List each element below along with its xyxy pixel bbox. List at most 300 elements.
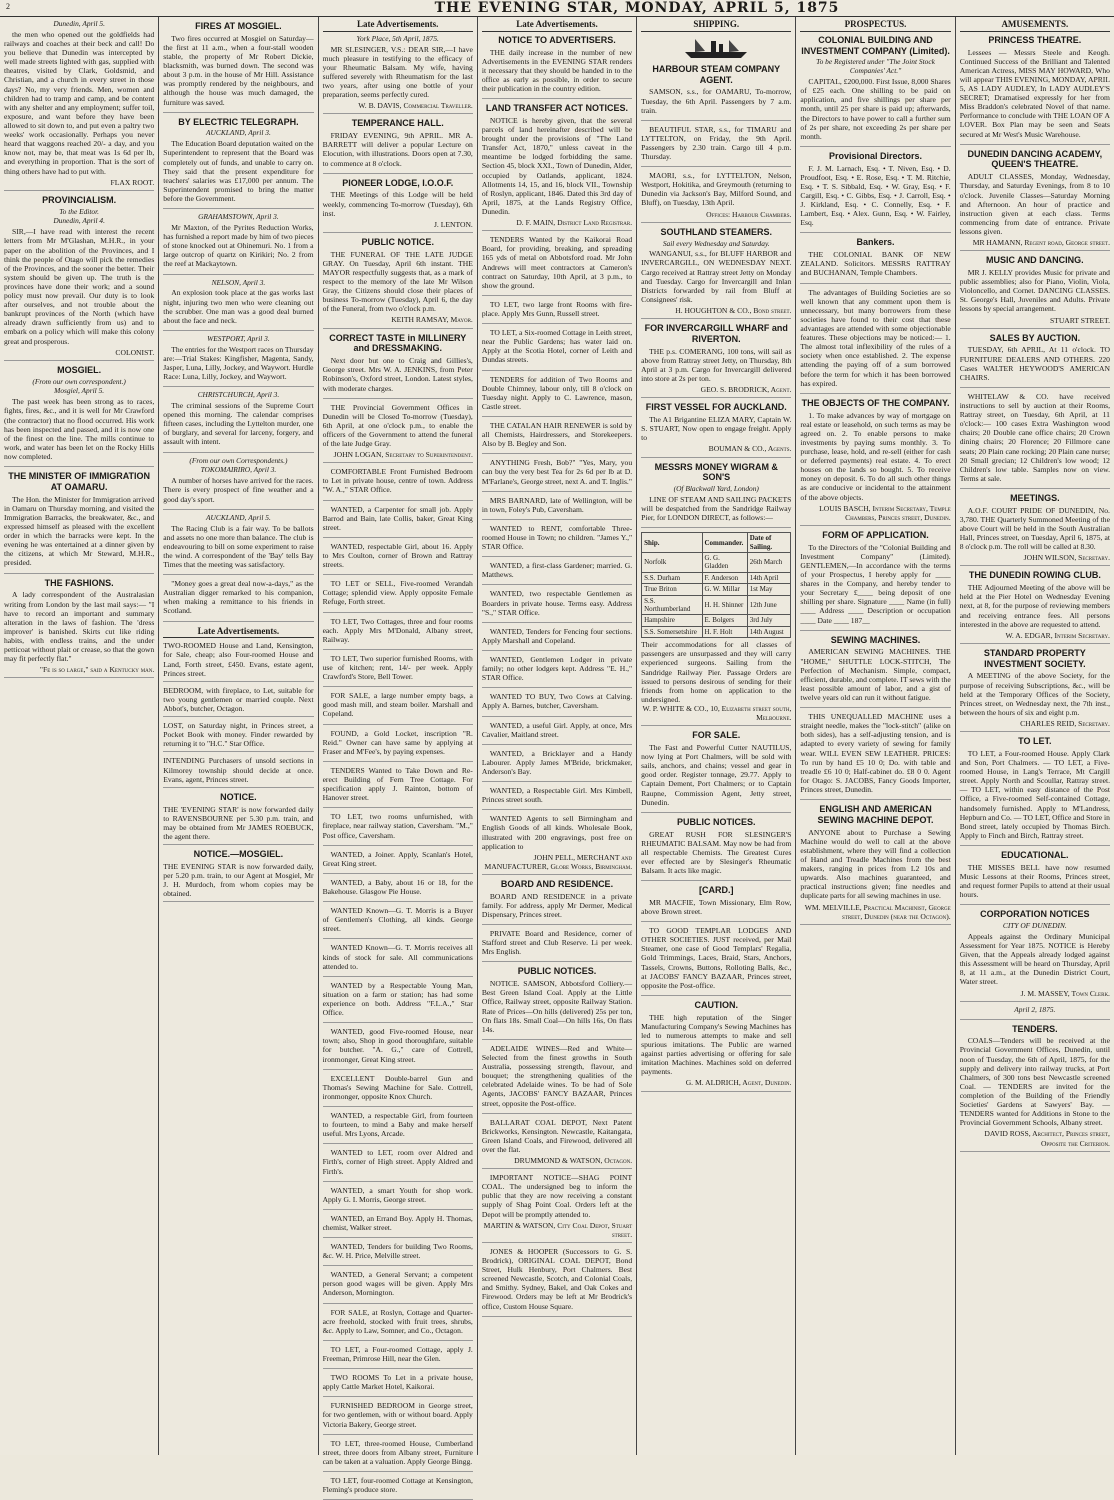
article-text: JONES & HOOPER (Successors to G. S. Brodrick), ORIGINAL COAL DEPOT, Bond Street, Hulk Henbury, Port Chalmers. Best screened Newcastle, Scotch, and Colonial Coals, and Smithy. Sydney, Bakel, and Oak Cokes and Firewood. Orders may be left at Mr Brodrick's office, Custom House Square. [481,1246,633,1311]
article [323,766,473,808]
article [323,1401,473,1434]
article-body [960,749,1110,840]
article [800,151,950,234]
signature: J. M. MASSEY, Town Clerk. [1020,988,1110,998]
article [482,692,632,716]
article-text: MRS BARNARD, late of Wellington, will be in town, Foley's Pub, Caversham. [481,495,633,514]
article-text: AMERICAN SEWING MACHINES. THE "HOME," SHUTTLE LOCK-STITCH, The Perfection of Mechanism. Simple, compact, efficient, durable, and complete. IT sews with the least possible amount of labor, and a gist of twelve years old can run it without fatigue. [800,647,951,703]
article [800,712,950,800]
article [482,235,632,296]
article-text: WANTED, a Bricklayer and a Handy Labourer. Apply James M'Bride, brickmaker, Anderson's Bay. [481,748,633,776]
article-body [482,627,632,645]
article-heading: NOTICE TO ADVERTISERS. [498,34,616,45]
article-body [960,172,1110,236]
columns [0,17,1114,1495]
article-body [163,476,313,503]
article-heading: CORRECT TASTE in MILLINERY and DRESSMAKING. [329,332,467,354]
dateline: TOKOMAIRIRO, April 3. [200,465,277,475]
article-text: WANTED, a General Servant; a competent person good wages will be given. Apply Mrs Anderson, Mornington. [322,1270,473,1298]
article-body [960,671,1110,717]
article-text: The entries for the Westport races on Thursday are:—Trial Stakes: Kingfisher, Magenta, Sandy, Jasper, Luna, Lilly, Jockey, and Waywort. Hurdle Race: Luna, Lilly, Jockey, and Waywort. [163,344,314,382]
article-text: BEAUTIFUL STAR, s.s., for TIMARU and LYTTELTON, on Friday, the 9th April. Passengers by 2.30 train. Cargo till 4 p.m. Thursday. [641,124,792,162]
signature: D. F. MAIN, District Land Registrar. [516,218,633,228]
article [482,496,632,520]
article [163,117,313,209]
article-body [482,892,632,919]
article [482,749,632,782]
column-heading: Late Advertisements. [482,19,632,32]
article [641,885,791,922]
article [323,579,473,612]
article-text: WANTED, a Carpenter for small job. Apply Barrod and Bain, late Collis, baker, Great King street. [322,504,473,532]
article-body [960,506,1110,552]
dateline: NELSON, April 3. [211,277,266,287]
article-body [323,1270,473,1297]
article [323,1439,473,1472]
article-text: TO LET, a Four-roomed House. Apply Clark and Son, Port Chalmers. — TO LET, a Five-roomed House, in Lang's Terrace, Mt Cargill street. Apply North and Scoullar, Rattray street. — TO LET, within easy distance of the Post Office, a Five-roomed Self-contained Cottage, handsomely furnished. Apply to M'Landress, Hepburn and Co. — TO LET, Office and Store in Bond street, lately occupied by Thomas Birch. Apply to Finch and Birch, Rattray street. [959,748,1110,840]
signature: DAVID ROSS, Architect, Princes street, Opposite the Criterion. [984,1129,1110,1148]
article-heading: THE MINISTER OF IMMIGRATION AT OAMARU. [8,471,151,492]
article-text: TENDERS for addition of Two Rooms and Double Chimney, labour only, till 8 o'clock on Tuesday night. Apply to C. Lawrence, mason, Castle street. [481,374,633,411]
signature: GEO. S. BRODRICK, Agent. [700,385,792,395]
article-body [641,87,791,114]
article-heading: SEWING MACHINES. [830,634,921,645]
article [800,530,950,631]
article-heading: MOSGIEL. [57,364,102,375]
dateline: York Place, 5th April, 1875. [356,33,439,43]
article [163,457,313,510]
article-text: The Hon. the Minister for Immigration arrived in Oamaru on Thursday morning, and visited the Immigration Barracks, the breakwater, &c., and expressed himself as pleased with the excellent order in which the barracks were kept. In the evening he was entertained at a dinner given by the citizens, at which Mr Steward, M.H.R., presided. [4,494,155,568]
signature: FLAX ROOT. [110,177,155,187]
article-body [482,786,632,804]
article-body [323,1148,473,1175]
article [641,227,791,319]
article-heading: Provisional Directors. [829,150,923,161]
article-body [4,227,154,345]
article [323,1373,473,1397]
article-text: FOR SALE, a large number empty bags, a good mash mill, and steam boiler. Marshall and Copeland. [322,691,473,719]
article-body [323,1308,473,1335]
article-body [641,495,791,522]
signature: COLONIST. [115,347,155,357]
table-row [642,626,791,637]
article [482,1044,632,1114]
article [960,570,1110,643]
table-cell: H. F. Holt [702,626,747,637]
article-text: PRIVATE Board and Residence, corner of Stafford street and Club Reserve. Li per week. Mrs English. [481,929,633,957]
article [323,1270,473,1303]
article-text: A lady correspondent of the Australasian writing from London by the last mail says:— "I have to record an important and summary alteration in the laws of fashion. The 'dress improver' is banished. Skirts cut like riding habits, with endless trains, and the under petticoat without plait or crease, so that the gown may fit perfectly flat." [4,590,155,664]
table-header-row [642,533,791,553]
article-body [323,1373,473,1391]
table-cell: 14th April [747,572,791,583]
table-cell: G. W. Millar [702,584,747,595]
article-text: WANTED, Tenders for building Two Rooms, &c. W. H. Price, Melville street. [322,1242,473,1261]
article-body [323,766,473,802]
article-body [323,579,473,606]
article-text: THE COLONIAL BANK OF NEW ZEALAND. Solicitors. MESSRS RATTRAY and BUCHANAN, Temple Chambers. [800,250,951,278]
article-text: WANTED Known—G. T. Morris is a Buyer of Gentlemen's Clothing, all kinds. George street. [322,906,473,934]
article [323,35,473,115]
article-text: TWO ROOMS To Let in a private house, apply Cattle Market Hotel, Kaikorai. [322,1373,473,1392]
article-body [482,458,632,485]
article [323,237,473,329]
article [323,943,473,976]
article-text: The criminal sessions of the Supreme Court opened this morning. The calendar comprises fifteen cases, including the Lyttelton murder, one of burglary, and several for larceny, forgery, and assault with intent. [163,401,314,447]
article-text: WANTED, Tenders for Fencing four sections. Apply Marshall and Copeland. [481,626,633,645]
article-body [482,692,632,710]
article-heading: FIRST VESSEL FOR AUCKLAND. [645,402,787,413]
article-text: MAORI, s.s., for LYTTELTON, Nelson, Westport, Hokitika, and Greymouth (returning to Dunedin via Jackson's Bay, Milford Sound, and Bluff), on Tuesday, 13th April. [641,171,792,208]
article [323,118,473,173]
article-body [163,579,313,615]
article-text: WANTED, a useful Girl. Apply, at once, Mrs Cavalier, Maitland street. [481,720,633,739]
article [323,467,473,500]
article [960,850,1110,905]
article-body: Their accommodations for all classes of passengers are unsurpassed and they will carry experienced surgeons. Sailing from the Sandridge Railway Pier. Passage Orders are issued to persons desirous of sending for their friends from home on application to the undersigned. [641,640,792,704]
article-subheading: (From our own correspondent.) [32,376,126,386]
article-body [482,979,632,1034]
article-body [960,48,1110,139]
article-body [323,878,473,896]
article [323,1345,473,1369]
article-text: Appeals against the Ordinary Municipal Assessment for Year 1875. NOTICE is Hereby Given, that the Appeals already lodged against this Assessment will be heard on Thursday, April 8, at 11 a.m., at the Dunedin District Court, Water street. [959,931,1110,987]
article-text: MR MACFIE, Town Missionary, Elm Row, above Brown street. [641,897,792,917]
article-body [163,223,313,269]
article-body [323,542,473,569]
signature: KEITH RAMSAY, Mayor. [391,315,473,325]
article-text: COMFORTABLE Front Furnished Bedroom to Let in private house, centre of town. Address "W. A.," STAR Office. [322,467,473,495]
article-body [323,981,473,1017]
article [323,542,473,575]
article [163,514,313,575]
ad-text: BEDROOM, with fireplace, to Let, suitable for two young gentlemen or married couple. Next Abbot's, butcher, Octagon. [163,685,314,713]
article-text: ADELAIDE WINES—Red and White—Selected from the finest growths in South Australia, possessing strength, flavour, and bouquet; the strengthening qualities of the celebrated Adelaide wines. To be had of Sole Agents, JACOBS' FANCY BAZAAR, Princes street, opposite the Post-office. [481,1043,633,1108]
article-heading: DUNEDIN DANCING ACADEMY, QUEEN'S THEATRE. [967,148,1103,170]
table-row [642,572,791,583]
article-text: A MEETING of the above Society, for the purpose of receiving Subscriptions, &c., will be held at the Temporary Offices of the Society, Princes street, on Wednesday next, the 7th inst., between the hours of six and eight p.m. [959,671,1110,717]
article-body [800,411,950,502]
signature: JOHN PELL, MERCHANT and MANUFACTURER, Globe Works, Birmingham. [484,852,633,871]
table-cell: F. Anderson [702,572,747,583]
article [163,579,313,621]
article [482,1118,632,1170]
article-text: TO LET, three-roomed House, Cumberland street, three doors from Albany street, Furniture can be taken at a valuation. Apply George Bingg. [322,1438,473,1466]
article-text: TO LET, four-roomed Cottage at Kensington, Fleming's produce store. [322,1476,473,1495]
article-body [960,392,1110,483]
article-text: TO LET, two large front Rooms with fire-place. Apply Mrs Gunn, Russell street. [481,299,633,319]
article [960,909,1110,1001]
article-body [323,1439,473,1466]
article [323,1476,473,1500]
article-body [641,830,791,876]
article [482,103,632,231]
article-subheading: Sail every Wednesday and Saturday. [662,238,770,248]
table-cell: 26th March [747,553,791,573]
article-text: To the Directors of the "Colonial Building and Investment Company" (Limited). GENTLEMEN,—In accordance with the terms of your Prospectus, I hereby apply for ____ shares in the Company, and hereby tender to your Secretary £____ being deposit of one shilling per share. Signature ____ Name (in full) ____ Address ____ Description or occupation ____ Date ____ 187__ [800,542,951,625]
article-body [482,749,632,776]
article-body [323,1186,473,1204]
article-heading: STANDARD PROPERTY INVESTMENT SOCIETY. [983,647,1086,669]
article-body [482,375,632,411]
article-text: TO LET, Two superior furnished Rooms, with use of kitchen; rent, 14/- per week. Apply Crawford's Store, Bell Tower. [322,653,473,682]
article [641,462,791,529]
table-row [642,615,791,626]
column-2 [159,17,318,1455]
article [163,21,313,113]
article-body [641,1013,791,1077]
article-body [4,30,154,176]
article-body [800,828,950,901]
article-text: The Education Board deputation waited on the Superintendent to represent that the Board was completely out of funds, and unable to carry on. They said that the present expenditure for teachers' salaries was £17,000 per annum. The Superintendent promised to bring the matter before the Government. [163,139,314,203]
article-body [163,524,313,570]
article-text: TO LET, Two Cottages, three and four rooms each. Apply Mrs M'Donald, Albany street, Railway. [322,616,473,644]
dateline: April 2, 1875. [1014,1004,1056,1014]
article [482,1247,632,1317]
article-heading: LAND TRANSFER ACT NOTICES. [485,103,629,114]
article-text: FOUND, a Gold Locket, inscription "R. Reid." Owner can have same by applying at Fraser and M'Fee's, by paying expenses. [322,728,473,756]
article [960,149,1110,251]
article [482,879,632,925]
article-body [641,743,791,807]
article [4,20,154,191]
article-subheading: To be Registered under "The Joint Stock Companies' Act." [816,57,935,76]
article-subheading: To the Editor. [59,206,100,216]
article-text: 1. To make advances by way of mortgage on real estate or leasehold, on such terms as may be agreed on. 2. To enable persons to make investments by paying sums monthly. 3. To purchase, lease, hold, and re-sell (either for cash or deferred payments) real estate. 4. To erect houses on the lands so bought. 5. To receive money on deposit. 6. To do all such other things as are conducive or incidental to the attainment of the above objects. [800,410,951,502]
article [323,1148,473,1181]
article [960,1006,1110,1020]
article-body [323,1401,473,1428]
article-text: LINE OF STEAM AND SAILING PACKETS will be despatched from the Sandridge Railway Pier, for LONDON DIRECT, as follows:— [641,494,792,523]
table-header: Commander. [702,533,747,553]
article-text: MR SLESINGER, V.S.: DEAR SIR,—I have much pleasure in testifying to the efficacy of your Rheumatic Balsam. My wife, having suffered severely with Rheumatism for the last two years, after using one bottle of your preparation, seems perfectly cured. [322,44,473,100]
article-text: "Money goes a great deal now-a-days," as the Australian digger remarked to his companion, when making a remittance to his friends in Scotland. [163,579,314,616]
article-body [482,421,632,448]
page-number: 2 [6,2,10,11]
article-body [482,589,632,616]
article [960,736,1110,846]
article-heading: ENGLISH AND AMERICAN SEWING MACHINE DEPOT. [817,804,934,825]
article-body [4,495,154,568]
advertisement [163,721,313,752]
table-cell: 1st May [747,584,791,595]
table-row [642,553,791,573]
article [323,333,473,399]
signature: Offices: Harbour Chambers. [706,209,792,219]
article-body [163,401,313,447]
article [323,691,473,724]
article-text: CAPITAL, £200,000. First Issue, 8,000 Shares of £25 each. One shilling to be paid on application, and five shillings per share per month, until 25 per share is paid up; afterwards, the Directors to have power to call a further sum of 2s per share, not exceeding 2s per share per month. [800,77,951,141]
article [800,804,950,925]
article [323,1074,473,1107]
signature: CHARLES REID, Secretary. [1020,718,1110,728]
article [641,171,791,223]
article-text: Next door but one to Craig and Gillies's, George street. Mrs W. A. JENKINS, from Peter Robinson's, Oxford street, London. Latest styles, with moderate charges. [322,356,473,393]
article-body [482,561,632,579]
article-text: EXCELLENT Double-barrel Gun and Thomas's Sewing Machine for Sale. Cottrell, ironmonger, opposite Knox Church. [322,1073,473,1101]
article [641,926,791,996]
article-text: TENDERS Wanted by the Kaikorai Road Board, for providing, breaking, and spreading 165 yds of metal on Abbotsford road. Mr John Andrews will meet contractors at Cameron's contract on Saturday, 10th April, at 3 p.m., to show the ground. [481,235,633,290]
article-text: THE Adjourned Meeting of the above will be held at the Pier Hotel on Wednesday Evening next, at 8, for the purpose of reviewing members and receiving entrance fees. All persons interested in the above are requested to attend. [959,583,1110,629]
article-body [482,655,632,682]
article-text: Mr Maxton, of the Pyrites Reduction Works, has furnished a report made by him of two pieces of stone knocked out at Ohinemuri. No. 1 from a large outcrop of quartz on Kirikiri; No. 2 from the reef at Mackaytown. [163,222,314,269]
column-heading: SHIPPING. [641,19,791,32]
article-text: WANTED Agents to sell Birmingham and English Goods of all kinds. Wholesale Book, illustrated with 200 engravings, post free on application to [481,814,633,851]
table-cell: True Briton [642,584,702,595]
article-body [482,524,632,551]
article-heading: MESSRS MONEY WIGRAM & SON'S [654,461,778,483]
table-cell: H. H. Shinner [702,595,747,615]
article [323,1242,473,1266]
signature: W. P. WHITE & CO., 10, Elizabeth street south, Melbourne. [642,703,792,723]
signature: WM. MELVILLE, Practical Machinist, George street, Dunedin (near the Octagon). [804,902,951,921]
article-heading: THE DUNEDIN ROWING CLUB. [968,570,1101,581]
article-heading: FORM OF APPLICATION. [822,529,929,540]
article [800,237,950,283]
article-body [960,268,1110,314]
article-body [482,814,632,850]
table-header: Ship. [642,533,702,553]
article-heading: THE FASHIONS. [44,577,114,588]
article-heading: HARBOUR STEAM COMPANY AGENT. [652,63,781,85]
article-text: THE p.s. COMERANG, 100 tons, will sail as above from Rattray street Jetty, on Thursday, 8th April at 3 p.m. Cargo for Invercargill delivered into store at 2s per ton. [641,346,792,384]
dateline: Dunedin, April 5. [53,19,105,28]
table-cell: Norfolk [642,553,702,573]
article-heading: PUBLIC NOTICE. [361,236,434,247]
article [163,279,313,331]
article-heading: THE OBJECTS OF THE COMPANY. [801,397,950,408]
article-heading: FOR SALE. [692,730,741,741]
article-body [482,1118,632,1154]
article-body [163,139,313,203]
article-text: WANTED, good Five-roomed House, near town; also, Shop in good thoroughfare, suitable for butcher. "A. G.," care of Cottrell, ironmonger, Great King street. [322,1027,473,1064]
article [323,617,473,650]
column-3 [319,17,478,1495]
article [323,1214,473,1238]
notice-text: THE EVENING STAR is now forwarded daily, per 5.20 p.m. train, to our Agent at Mosgiel, Mr J. H. Murdoch, from whom copies may be obtained. [163,862,313,902]
article [482,328,632,370]
article-body [960,583,1110,629]
article-body [4,397,154,461]
article [641,730,791,813]
table-cell: 3rd July [747,615,791,626]
article-body [323,1476,473,1494]
column-heading: PROSPECTUS. [800,19,950,32]
article-body [641,926,791,990]
article-heading: PUBLIC NOTICES. [517,966,597,977]
article-body [641,171,791,207]
article-body [323,943,473,970]
article-text: TENDERS Wanted to Take Down and Re-erect Building of Fern Tree Cottage. For specification apply J. Rainton, bottom of Hanover street. [322,765,473,803]
article-text: TO LET, a Six-roomed Cottage in Leith street, near the Public Gardens; has water laid on. Apply at the Scotia Hotel, corner of Leith and Dundas streets. [481,328,633,365]
article [960,333,1110,388]
article-text: WANTED, a smart Youth for shop work. Apply G. I. Morris, George street. [322,1185,473,1204]
article [641,125,791,167]
article-text: THIS UNEQUALLED MACHINE uses a straight needle, makes the "lock-stitch" (alike on both sides), has a self-adjusting tension, and is adapted to every variety of sewing for family wear. WILL EVEN SEW LEATHER. PRICES: To run by hand £5 10 0; Do. with table and treadle £6 10 0; Half-cabinet do. £8 0 0. Agent for Otago: S. JACOBS, Fancy Goods Importer, Princes street, Dunedin. [800,712,951,795]
dateline: AUCKLAND, April 5. [206,512,271,522]
article [323,1111,473,1144]
article [641,323,791,398]
article [4,365,154,467]
advertisement [163,686,313,717]
section-heading: Late Advertisements. [163,626,313,639]
signature: W. B. DAVIS, Commercial Traveller. [358,101,473,111]
signature: STUART STREET. [1049,315,1110,325]
signature: MR HAMANN, Regent road, George street. [972,238,1110,248]
signature: LOUIS BASCH, Interim Secretary, Temple Chambers, Princes street, Dunedin. [819,503,951,522]
article-text: F. J. M. Larnach, Esq. • T. Niven, Esq. • D. Proudfoot, Esq. • E. Rose, Esq. • T. M. Ritchie, Esq. • T. S. Sibbald, Esq. • W. Gray, Esq. • F. Cargill, Esq. • C. Gibbs, Esq. • J. Carroll, Esq. • J. Kirkland, Esq. • C. Connelly, Esq. • F. Lambert, Esq. • Alex. Gunn, Esq. • W. Fairley, Esq. [800,163,951,228]
article [482,300,632,324]
article-body [323,654,473,681]
article-heading: EDUCATIONAL. [1001,849,1069,860]
article-text: BOARD AND RESIDENCE in a private family. For address, apply Mr Dermer, Medical Dispensary, Princes street. [481,891,633,919]
article [482,458,632,491]
article [482,721,632,745]
article-text: WANTED, a Baby, about 16 or 18, for the Bakehouse. Glasgow Pie House. [322,877,473,896]
article-heading: FOR INVERCARGILL WHARF and RIVERTON. [644,323,788,344]
article [960,1024,1110,1152]
notice-heading: NOTICE.—MOSGIEL. [193,848,284,859]
article-text: ADULT CLASSES, Monday, Wednesday, Thursday, and Saturday Evenings, from 8 to 10 o'clock. Juvenile Classes—Saturday Morning and Afternoon. An hour of practice and instruction given at each class. Terms commencing from date of entrance. Private lessons given. [959,172,1110,236]
article-body [323,505,473,532]
article [482,35,632,99]
article [323,1186,473,1210]
article-text: An explosion took place at the gas works last night, injuring two men who were cleaning out the scrubber. One man was a good deal burned about the face and neck. [163,288,314,325]
article-subheading: (Of Blackwall Yard, London) [673,484,759,494]
signature: J. LENTON. [433,219,473,229]
article-body [323,617,473,644]
article-text: THE Meetings of this Lodge will be held weekly, commencing To-morrow (Tuesday), 6th inst. [322,190,473,218]
article-heading: COLONIAL BUILDING AND INVESTMENT COMPANY (Limited). [801,34,950,56]
column-heading: Late Advertisements. [323,19,473,32]
article-text: TO GOOD TEMPLAR LODGES AND OTHER SOCIETIES. JUST received, per Mail Steamer, one case of Good Templars' Regalia, Gold Trimmings, Laces, Braid, Stars, Anchors, Tassels, Crowns, Buttons, Rolloting Balls, &c., at JACOBS' FANCY BAZAAR, Princes street, opposite the Post-office. [641,926,792,990]
table-cell: E. Bolgers [702,615,747,626]
article [323,906,473,939]
signature: JOHN LOGAN, Secretary to Superintendent. [333,450,473,460]
article-text: WANTED TO BUY, Two Cows at Calving. Apply A. Barnes, butcher, Caversham. [481,692,633,711]
article-body [800,288,950,388]
article [4,471,154,573]
article [323,981,473,1023]
article-text: WANTED, Gentlemen Lodger in private family; no other lodgers kept. Address "E. H.," STAR Office. [481,654,633,683]
table-cell: 12th June [747,595,791,615]
article-body [163,345,313,381]
article-body [641,415,791,442]
dateline: AUCKLAND, April 3. [206,128,271,138]
article-text: Two fires occurred at Mosgiel on Saturday—the first at 11 a.m., when a four-stall wooden stable, the property of Mr Robert Dickie, blacksmith, was burned down. The second was about 3 p.m. in the house of Mr Hill. Assistance was promptly rendered by the neighbours, and although the house was much damaged, the furniture was saved. [163,33,314,107]
article [960,255,1110,328]
article-text: A.O.F. COURT PRIDE OF DUNEDIN, No. 3,780. THE Quarterly Summoned Meeting of the above Court will be held in the South Australian Hall, Princes street, on Tuesday, April 6, 1875, at 8 o'clock p.m. The roll will be called at 8.30. [959,505,1110,552]
article [800,288,950,394]
article-text: SAMSON, s.s., for OAMARU, To-morrow, Tuesday, the 6th April. Passengers by 7 a.m. train. [641,87,792,115]
article-text: Lessees — Messrs Steele and Keogh. Continued Success of the Brilliant and Talented American Actress, MISS MAY HOWARD, Who will appear THIS EVENING, MONDAY, APRIL 5, AS LADY AUDLEY, In LADY AUDLEY'S SECRET; Dramatised expressly for her from Miss Braddon's celebrated Novel of that name. Performance to conclude with THE LOAN OF A LOVER. Box Plan may be seen and Seats secured at Mr West's Music Warehouse. [959,47,1110,139]
notice-text: THE 'EVENING STAR' is now forwarded daily to RAVENSBOURNE per 5.30 p.m. train, and may be obtained from Mr JAMES ROEBUCK, the agent there. [163,805,313,845]
article-text: TO LET, a Four-roomed Cottage, apply J. Freeman, Primrose Hill, near the Glen. [322,1344,473,1364]
table-cell: 14th August [747,626,791,637]
article [323,812,473,845]
article-text: THE daily increase in the number of new Advertisements in the EVENING STAR renders it necessary that they should be handed in to the office as early as possible, in order to secure their publication in the country edition. [481,47,633,94]
article-text: The past week has been strong as to races, fights, fires, &c., and it is well for Mr Crawford (the contractor) that no flood occurred. His work has been inspected and passed, and it is now one of the finest on the line. The mills continue to work, and water has been let on the Rocky Hills now completed. [4,397,155,462]
article-text: ANYTHING Fresh, Bob?" "Yes, Mary, you can buy the very best Tea for 2s 6d per lb at D. M'Farlane's, George street, next A. and T. Inglis." [481,458,633,486]
article-text: The advantages of Building Societies are so well known that any comment upon them is unnecessary, but many borrowers from these societies have found to their cost that these advantages are attended with some objectionable features. These objections may be noticed:— 1. The almost total inflexibility of the rules of a society when once established. 2. The expense attending the paying off of a sum borrowed before the term for which it has been borrowed has expired. [800,287,951,388]
article-body [163,34,313,107]
article [323,729,473,762]
article-body [4,590,154,663]
article-body [960,345,1110,381]
article-text: TO LET or SELL, Five-roomed Verandah Cottage; splendid view. Apply opposite Female Refuge, Forth street. [322,579,473,607]
advertisement [163,756,313,787]
article-text: THE FUNERAL OF THE LATE JUDGE GRAY. On Tuesday, April 6th instant. THE MAYOR respectfully suggests that, as a mark of respect to the memory of the late Mr Wilson Gray, the Citizens should close their places of business To-morrow (Tuesday), April 6, the day of the Funeral, from two o'clock p.m. [322,249,473,314]
